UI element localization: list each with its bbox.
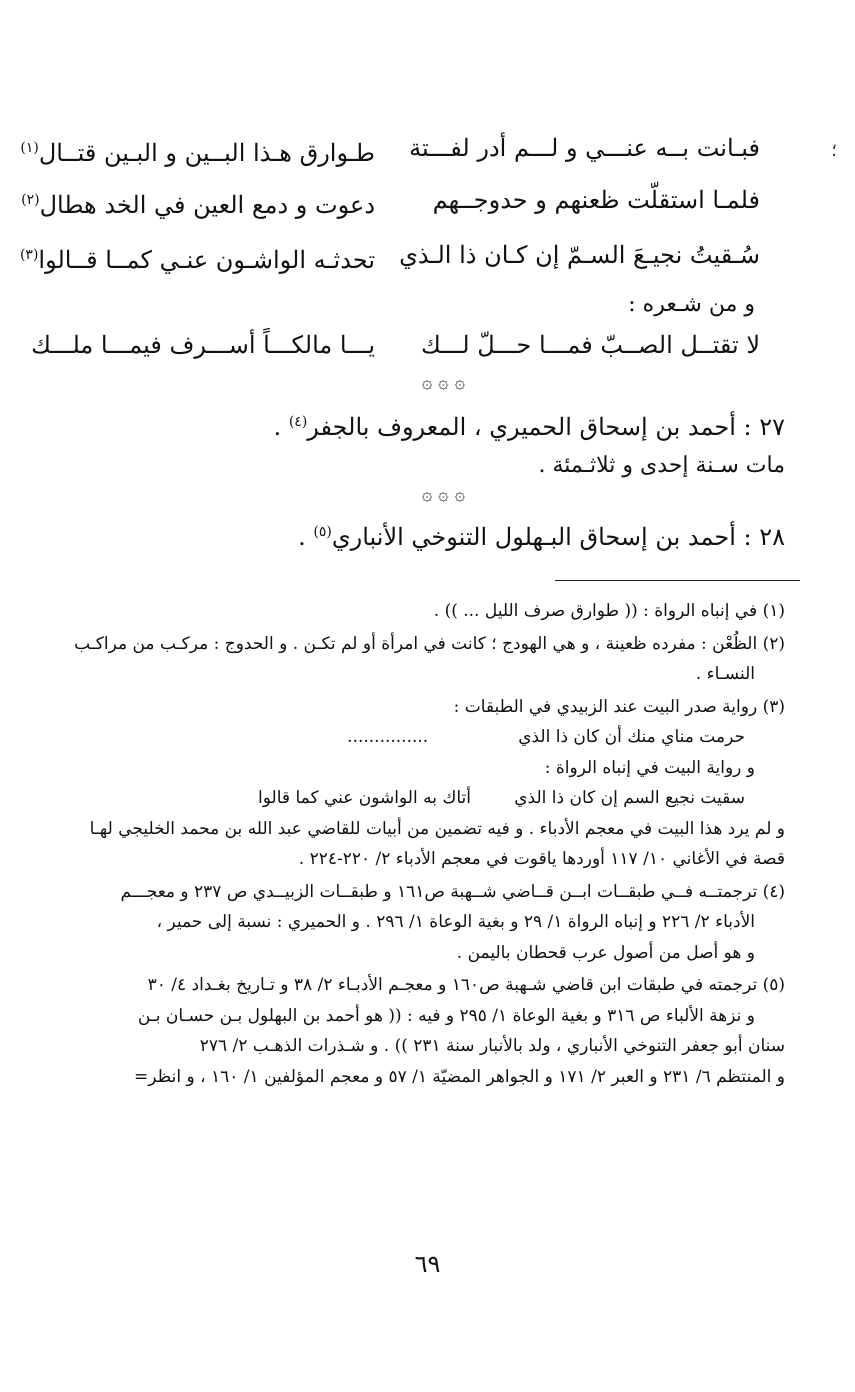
footnote-1: (١) في إنباه الرواة : (( طوارق صرف الليل ... )) . xyxy=(433,601,785,621)
footnote-quote xyxy=(70,783,785,814)
footnote-ref: (٥) xyxy=(313,524,332,540)
footnote-text: (٤) ترجمتــه فــي طبقــات ابــن قــاضي شــهبة ص١٦١ و طبقــات الزبيــدي ص ٢٣٧ و معجـــم xyxy=(120,881,785,902)
footnote-text: و هو أصل من أصول عرب قحطان باليمن . xyxy=(456,942,755,963)
footnote-text: قصة في الأغاني ١٠/ ١١٧ أوردها ياقوت في معجم الأدباء ٢/ ٢٢٠-٢٢٤ . xyxy=(298,849,785,869)
verse-4 xyxy=(31,320,815,370)
entry-27-detail: مات سـنة إحدى و ثلاثـمئة . xyxy=(538,453,785,478)
verse-1 xyxy=(20,123,815,173)
section-separator: ۞ ۞ ۞ xyxy=(421,372,465,393)
entry-number: ٢٧ xyxy=(759,413,785,441)
verse-second-hemistich xyxy=(21,175,375,230)
verse-second-hemistich: يـــا مالكـــاً أســـرف فيمـــا ملـــك xyxy=(31,331,375,359)
footnote-text: النسـاء . xyxy=(695,664,755,684)
footnote-ref: (٣) xyxy=(19,247,39,263)
footnote-text: و نزهة الألباء ص ٣١٦ و بغية الوعاة ١/ ٢٩٥ و فيه : (( هو أحمد بن البهلول بـن حسـان بـن xyxy=(137,1005,755,1026)
hemistich-text: طـوارق هـذا البــين و البـين قتــال xyxy=(38,139,375,167)
footnote-text: و المنتظم ٦/ ٢٣١ و العبر ٢/ ١٧١ و الجواهر المضيّة ١/ ٥٧ و معجم المؤلفين ١/ ١٦٠ ، و انظر= xyxy=(134,1066,785,1087)
entry-28: ٢٨ : أحمد بن إسحاق البـهلول التنوخي الأنباري$^{(٥)}$ . xyxy=(298,523,785,551)
footnotes xyxy=(70,596,785,1094)
footnote-ref: (٢) xyxy=(21,192,40,208)
footnote-quote xyxy=(70,722,785,753)
page-number: ٦٩ xyxy=(414,1250,441,1278)
footnote-4 xyxy=(70,877,785,969)
verse-first-hemistich: فلمـا استقلّت ظعنهم و حدوجــهم xyxy=(432,186,760,214)
entry-number: ٢٨ xyxy=(759,523,785,551)
footnote-5 xyxy=(70,970,785,1092)
hemistich-text: دعوت و دمع العين في الخد هطال xyxy=(39,191,375,219)
entry-tail: . xyxy=(273,413,289,441)
verse-first-hemistich: لا تقتــل الصــبّ فمـــا حـــلّ لـــك xyxy=(420,331,760,359)
verse-first-hemistich: فبـانت بــه عنـــي و لـــم أدر لفـــتة xyxy=(409,134,760,162)
footnote-rule xyxy=(555,580,800,581)
verse-second-hemistich xyxy=(20,230,375,285)
entry-title: أحمد بن إسحاق البـهلول التنوخي الأنباري xyxy=(331,523,736,551)
footnote-text: سنان أبو جعفر التنوخي الأنباري ، ولد بالأنبار سنة ٢٣١ )) . و شـذرات الذهـب ٢/ ٢٧٦ xyxy=(199,1036,785,1056)
hemistich-text: تحدثـه الواشـون عنـي كمــا قــالوا xyxy=(38,246,375,274)
footnote-ref: (٤) xyxy=(288,414,308,430)
footnote-text: (٢) الظُعْن : مفرده ظعينة ، و هي الهودج ؛ كانت في امرأة أو لم تكـن . و الحدوج : مركـب من مراكـب xyxy=(74,633,785,654)
quote-text: حرمت مناي منك أن كان ذا الذي xyxy=(518,727,745,747)
section-separator: ۞ ۞ ۞ xyxy=(421,484,465,505)
quote-text: سقيت نجيع السم إن كان ذا الذي xyxy=(514,788,745,808)
entry-title: أحمد بن إسحاق الحميري ، المعروف بالجفر xyxy=(307,413,736,441)
verse-first-hemistich: سُـقيتُ نجيـعَ السـمّ إن كـان ذا الـذي xyxy=(399,241,760,269)
footnote-3 xyxy=(70,692,785,875)
footnote-text: الأدباء ٢/ ٢٢٦ و إنباه الرواة ١/ ٢٩ و بغية الوعاة ١/ ٢٩٦ . و الحميري : نسبة إلى حمير ، xyxy=(156,912,755,932)
verse-3 xyxy=(19,230,815,280)
footnote-text: (٣) رواية صدر البيت عند الزبيدي في الطبقات : xyxy=(453,696,785,717)
poetry-intro: و من شـعره : xyxy=(628,292,755,317)
footnote-text: و لم يرد هذا البيت في معجم الأدباء . و فيه تضمين من أبيات للقاضي عبد الله بن محمد الخليجي لهـا xyxy=(89,818,785,839)
ellipsis: ............... xyxy=(347,727,429,747)
margin-mark: ؛ xyxy=(831,140,837,161)
verse-second-hemistich xyxy=(20,123,375,178)
footnote-text: (٥) ترجمته في طبقات ابن قاضي شـهبة ص١٦٠ و معجـم الأدبـاء ٢/ ٣٨ و تـاريخ بغـداد ٤/ ٣٠ xyxy=(147,975,785,995)
entry-tail: . xyxy=(298,523,314,551)
footnote-2 xyxy=(70,629,785,690)
footnote-text: و رواية البيت في إنباه الرواة : xyxy=(544,757,755,778)
footnote-ref: (١) xyxy=(20,140,39,156)
verse-2 xyxy=(21,175,815,225)
entry-27: ٢٧ : أحمد بن إسحاق الحميري ، المعروف بالجفر$^{(٤)}$ . xyxy=(273,413,785,441)
quote-text: أتاك به الواشون عني كما قالوا xyxy=(258,788,472,808)
